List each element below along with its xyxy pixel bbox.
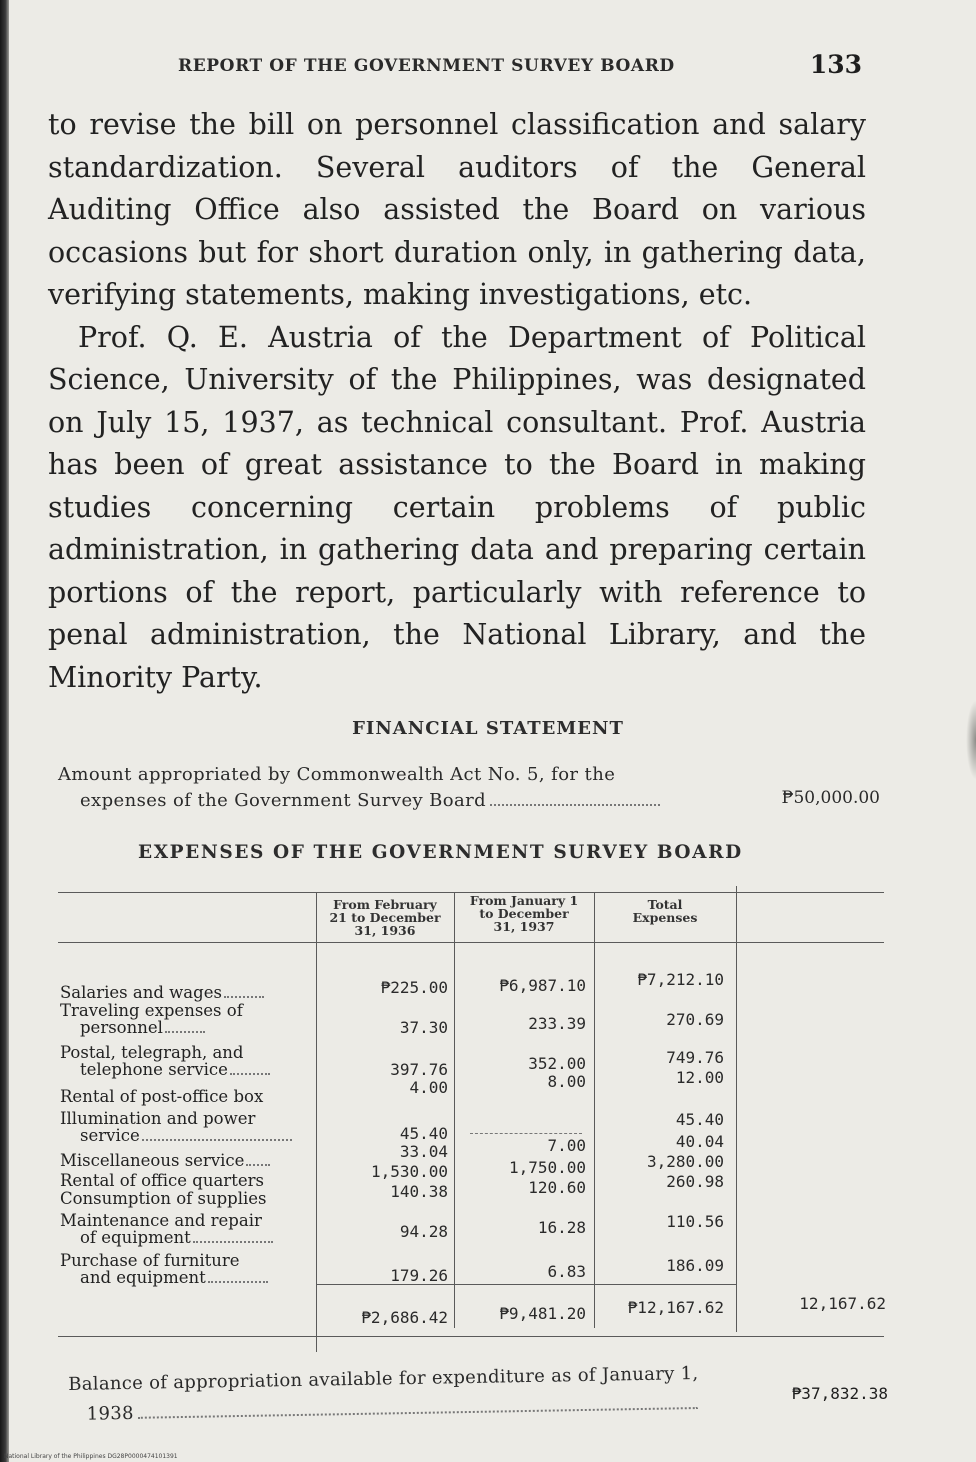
table-row-label bbox=[60, 1088, 316, 1105]
blank-cell-dash bbox=[470, 1132, 582, 1134]
table-cell: 4.00 bbox=[409, 1078, 448, 1097]
table-cell: 110.56 bbox=[666, 1212, 724, 1231]
table-cell: 37.30 bbox=[399, 1018, 448, 1037]
table-row-label bbox=[60, 1152, 316, 1169]
row-label-text-2: personnel bbox=[80, 1018, 163, 1037]
dot-leader bbox=[224, 992, 264, 998]
scan-credit: National Library of the Philippines DG28P0000474101391 bbox=[4, 1453, 178, 1460]
running-title: REPORT OF THE GOVERNMENT SURVEY BOARD bbox=[178, 56, 675, 76]
table-cell: 186.09 bbox=[666, 1256, 724, 1275]
expenses-table bbox=[58, 878, 888, 1353]
table-row-label bbox=[60, 1190, 316, 1207]
total-1936: ₱2,686.42 bbox=[361, 1308, 448, 1327]
appropriation-text-1: Amount appropriated by Commonwealth Act No. 5, for the bbox=[58, 764, 616, 785]
table-cell: 7.00 bbox=[547, 1136, 586, 1155]
table-cell: 94.28 bbox=[399, 1222, 448, 1241]
col-header-1936-l3: 31, 1936 bbox=[354, 923, 416, 938]
dot-leader bbox=[142, 1135, 292, 1141]
row-label-text: Miscellaneous service bbox=[60, 1151, 245, 1170]
col-header-1937 bbox=[456, 894, 592, 933]
balance-amount: ₱37,832.38 bbox=[791, 1384, 888, 1403]
table-cell: 8.00 bbox=[547, 1072, 586, 1091]
table-cell: 749.76 bbox=[666, 1048, 724, 1067]
row-label-text: Postal, telegraph, and bbox=[60, 1043, 244, 1062]
table-col-divider-3 bbox=[594, 892, 595, 1328]
col-header-total-l1: Total bbox=[647, 897, 683, 912]
balance-line bbox=[68, 1358, 749, 1430]
table-col-divider-4 bbox=[736, 886, 737, 1332]
dot-leader bbox=[138, 1401, 698, 1419]
row-label-text: Maintenance and repair bbox=[60, 1211, 262, 1230]
balance-text-2: 1938 bbox=[86, 1402, 134, 1425]
table-row-label bbox=[60, 984, 316, 1001]
table-cell: 179.26 bbox=[390, 1266, 448, 1285]
row-label-text: Consumption of supplies bbox=[60, 1189, 267, 1208]
col-header-1936 bbox=[318, 898, 452, 937]
appropriation-line bbox=[58, 762, 738, 814]
row-label-text: Rental of post-office box bbox=[60, 1087, 264, 1106]
table-header-rule bbox=[58, 942, 884, 943]
table-cell: 352.00 bbox=[528, 1054, 586, 1073]
table-cell: 140.38 bbox=[390, 1182, 448, 1201]
financial-statement-title: FINANCIAL STATEMENT bbox=[352, 718, 624, 739]
table-row-label bbox=[60, 1110, 316, 1144]
dot-leader bbox=[490, 798, 660, 806]
paragraph-2: Prof. Q. E. Austria of the Department of Political Science, University of the Philippines, was designated on July 15, 1937, as technical consultant. Prof. Austria has been of great assistance to the Board in making studies concerning certain problems of public administration, in gathering data and preparing certain portions of the report, particularly with reference to penal administration, the National Library, and the Minority Party. bbox=[48, 320, 866, 694]
table-bottom-rule bbox=[58, 1336, 884, 1337]
table-row-label bbox=[60, 1002, 316, 1036]
table-cell: 16.28 bbox=[537, 1218, 586, 1237]
table-cell: 12.00 bbox=[675, 1068, 724, 1087]
col-header-1937-l1: From January 1 bbox=[469, 893, 579, 908]
col-header-1936-l2: 21 to December bbox=[329, 910, 441, 925]
table-row-label bbox=[60, 1172, 316, 1189]
table-cell: ₱6,987.10 bbox=[499, 976, 586, 995]
expenses-table-title: EXPENSES OF THE GOVERNMENT SURVEY BOARD bbox=[138, 842, 743, 863]
table-cell: 33.04 bbox=[399, 1142, 448, 1161]
row-label-text-2: of equipment bbox=[80, 1228, 191, 1247]
row-label-text: Purchase of furniture bbox=[60, 1251, 240, 1270]
table-cell: 233.39 bbox=[528, 1014, 586, 1033]
balance-text-1: Balance of appropriation available for expenditure as of January 1, bbox=[68, 1363, 699, 1395]
table-cell: 260.98 bbox=[666, 1172, 724, 1191]
total-1937: ₱9,481.20 bbox=[499, 1304, 586, 1323]
page-edge-shadow bbox=[966, 700, 976, 780]
dot-leader bbox=[246, 1160, 270, 1166]
col-header-total bbox=[596, 898, 734, 924]
appropriation-amount: ₱50,000.00 bbox=[781, 788, 880, 808]
appropriation-text-2-wrap bbox=[58, 788, 738, 814]
dot-leader bbox=[230, 1069, 270, 1075]
paragraph-1: to revise the bill on personnel classification and salary standardization. Several auditors of the General Auditing Office also assisted the Board on various occasions but for short duration only, in gathering data, verifying statements, making investigations, etc. bbox=[48, 108, 866, 311]
row-label-text: Salaries and wages bbox=[60, 983, 222, 1002]
row-label-text: Illumination and power bbox=[60, 1109, 256, 1128]
table-cell: 120.60 bbox=[528, 1178, 586, 1197]
page-number: 133 bbox=[809, 50, 862, 79]
dot-leader bbox=[193, 1237, 273, 1243]
dot-leader bbox=[208, 1277, 268, 1283]
row-label-text: Traveling expenses of bbox=[60, 1001, 243, 1020]
table-row-label bbox=[60, 1252, 316, 1286]
appropriation-text-2: expenses of the Government Survey Board bbox=[80, 790, 487, 811]
table-cell: 1,750.00 bbox=[508, 1158, 586, 1177]
table-cell: 40.04 bbox=[675, 1132, 724, 1151]
dot-leader bbox=[165, 1027, 205, 1033]
body-text bbox=[48, 104, 866, 699]
table-col-divider-2 bbox=[454, 892, 455, 1328]
row-label-text-2: service bbox=[80, 1126, 140, 1145]
table-row-label bbox=[60, 1044, 316, 1078]
row-label-text-2: and equipment bbox=[80, 1268, 206, 1287]
table-cell: 3,280.00 bbox=[646, 1152, 724, 1171]
table-cell: 45.40 bbox=[675, 1110, 724, 1129]
row-label-text: Rental of office quarters bbox=[60, 1171, 264, 1190]
table-cell: 1,530.00 bbox=[370, 1162, 448, 1181]
table-cell: ₱7,212.10 bbox=[637, 970, 724, 989]
page-header bbox=[178, 52, 868, 82]
table-cell: 6.83 bbox=[547, 1262, 586, 1281]
total-expenses: ₱12,167.62 bbox=[627, 1298, 724, 1317]
col-header-1937-l2: to December bbox=[479, 906, 569, 921]
col-header-1937-l3: 31, 1937 bbox=[493, 919, 555, 934]
col-header-total-l2: Expenses bbox=[632, 910, 698, 925]
row-label-text-2: telephone service bbox=[80, 1060, 228, 1079]
table-cell: 45.40 bbox=[399, 1124, 448, 1143]
table-row-label bbox=[60, 1212, 316, 1246]
table-col-divider-1 bbox=[316, 892, 317, 1352]
table-cell: ₱225.00 bbox=[380, 978, 448, 997]
table-cell: 397.76 bbox=[390, 1060, 448, 1079]
table-cell: 270.69 bbox=[666, 1010, 724, 1029]
total-carried: 12,167.62 bbox=[799, 1294, 886, 1313]
col-header-1936-l1: From February bbox=[333, 897, 437, 912]
